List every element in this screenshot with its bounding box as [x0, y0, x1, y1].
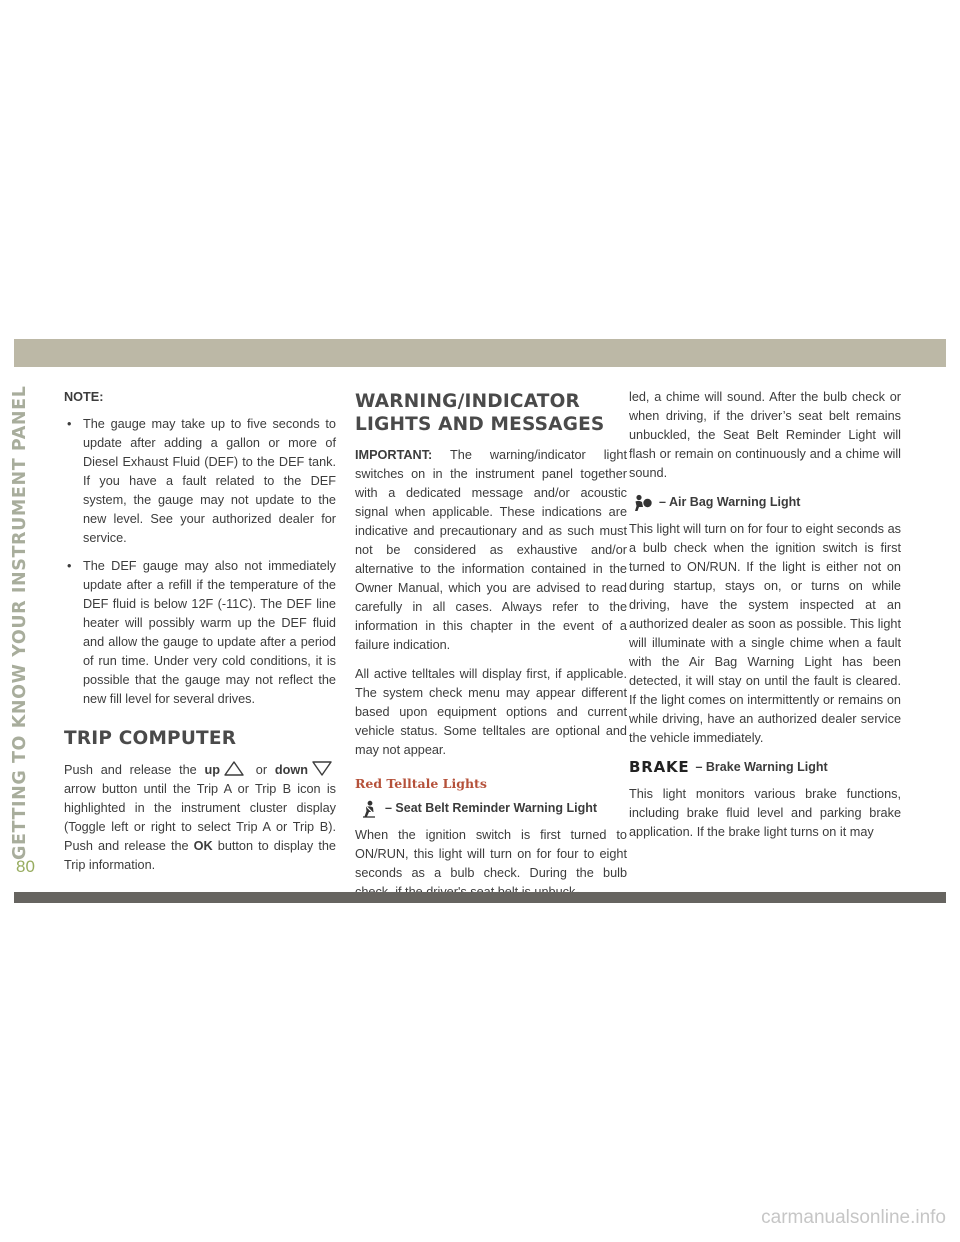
note-label: NOTE:	[64, 390, 104, 404]
seatbelt-icon	[355, 800, 381, 818]
column-2	[355, 388, 627, 912]
warning-indicator-heading: WARNING/INDICATOR LIGHTS AND MESSAGES	[355, 391, 605, 435]
list-item: • The gauge may take up to five seconds to update after adding a gallon or more of Diesel Exhaust Fluid (DEF) to the DEF tank. If you have a fault related to the DEF system, the gauge may not update to the new level. See your authorized dealer for service.	[64, 415, 336, 548]
seatbelt-light-heading: – Seat Belt Reminder Warning Light	[355, 799, 627, 818]
list-item: • The DEF gauge may also not immediately update after a refill if the temperature of the DEF fluid is below 12F (-11C). The DEF line heater will possibly warm up the DEF fluid and allow the gauge to update after a period of run time. Under very cold conditions, it is possible that the gauge may not reflect the new fill level for several drives.	[64, 557, 336, 709]
column-1	[64, 388, 336, 885]
important-label: IMPORTANT:	[355, 448, 433, 462]
important-paragraph: IMPORTANT: The warning/indicator light switches on in the instrument panel together with a dedicated message and/or acoustic signal when applicable. These indications are indicative and precautionary and as such must not be considered as exhaustive and/or alternative to the information contained in the Owner Manual, which you are advised to read carefully in all cases. Always refer to the information in this chapter in the event of a failure indication.	[355, 448, 627, 652]
up-arrow-icon	[223, 760, 245, 777]
brake-paragraph: This light monitors various brake functions, including brake fluid level and parking brake application. If the brake light turns on it may	[629, 787, 901, 839]
telltales-paragraph: All active telltales will display first, if applicable. The system check menu may appear different based upon equipment options and current vehicle status. Some telltales are optional and may not appear.	[355, 667, 627, 757]
airbag-light-heading: – Air Bag Warning Light	[629, 493, 901, 512]
column-3	[629, 388, 901, 852]
seatbelt-continued-paragraph: led, a chime will sound. After the bulb check or when driving, if the driver’s seat belt remains unbuckled, the Seat Belt Reminder Light will flash or remain on continuously and a chime will sound.	[629, 390, 901, 480]
trip-computer-heading: TRIP COMPUTER	[64, 728, 237, 749]
brake-symbol-icon: BRAKE	[629, 758, 690, 776]
trip-computer-paragraph: Push and release the up or down arrow button until the Trip A or Trip B icon is highlighted in the instrument cluster display (Toggle left or right to select Trip A or Trip B). Push and release the OK button to display the Trip information.	[64, 760, 336, 875]
watermark: carmanualsonline.info	[761, 1207, 946, 1228]
down-arrow-icon	[311, 760, 333, 777]
brake-light-heading: BRAKE – Brake Warning Light	[629, 758, 828, 776]
seatbelt-paragraph: When the ignition switch is first turned to ON/RUN, this light will turn on for four to eight seconds as a bulb check. During the bulb	[355, 828, 627, 880]
header-band	[14, 339, 946, 367]
airbag-paragraph: This light will turn on for four to eight seconds as a bulb check when the ignition switch is first turned to ON/RUN. If the light is either not on during startup, stays on, or turns on while driving, have the system inspected at an authorized dealer as soon as possible. This light will illuminate with a single chime when a fault with the Air Bag Warning Light has been detected, it will stay on until the fault is cleared. If the light comes on intermittently or remains on while driving, have an authorized dealer service the vehicle immediately.	[629, 522, 901, 745]
airbag-icon	[629, 494, 655, 512]
note-list	[64, 415, 336, 709]
footer-band	[14, 892, 946, 903]
red-telltale-heading: Red Telltale Lights	[355, 776, 487, 791]
section-sidebar-title: GETTING TO KNOW YOUR INSTRUMENT PANEL	[10, 385, 30, 860]
page-number: 80	[16, 857, 35, 876]
